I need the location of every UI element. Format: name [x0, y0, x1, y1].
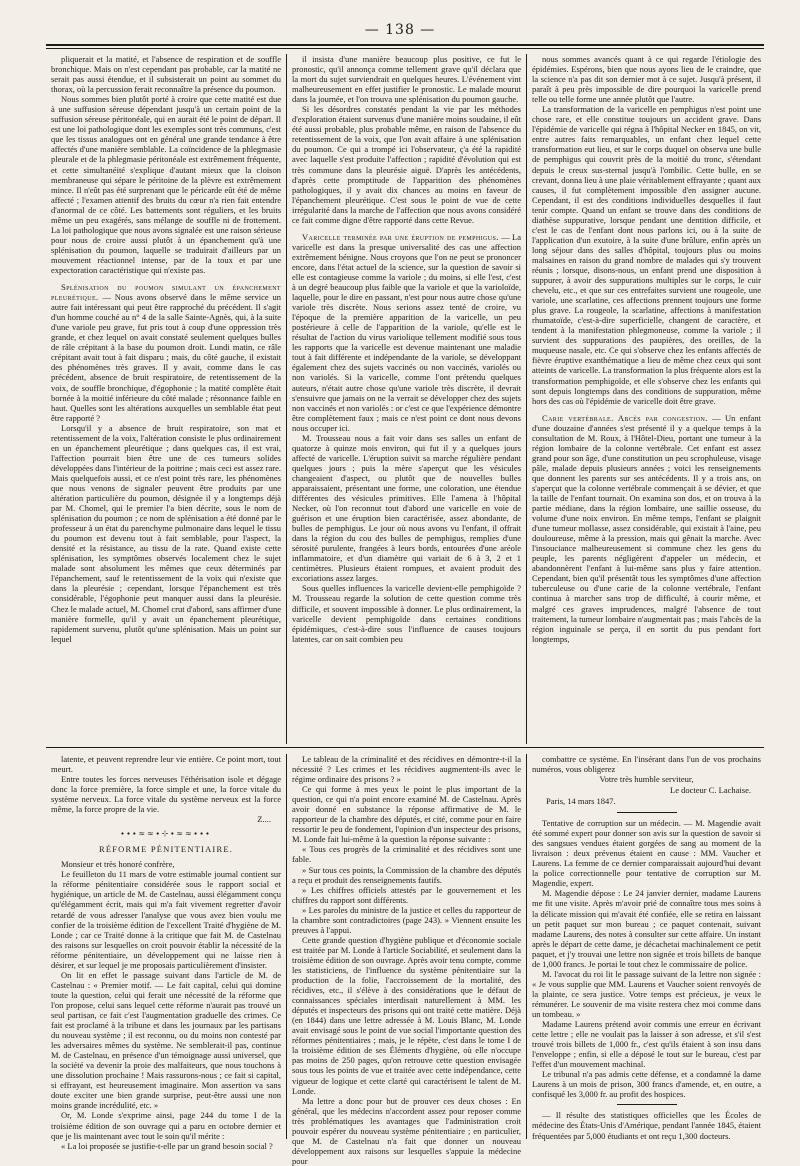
- section-heading: Carie vertébrale. Abcès par congestion.: [542, 412, 708, 423]
- signature: Le docteur C. Lachaise.: [670, 785, 751, 796]
- signature: Z....: [257, 814, 271, 825]
- paragraph: Le feuilleton du 11 mars de votre estimable journal contient sur la réforme pénitentiaire considérée sous le rapport social et hygiénique, un article de M. de Castelnau, aussi élégamment conçu qu'élégamment écrit, mais qui m'a fait vivement regretter d'avoir retardé de vous adresser l'analyse que vous avez bien voulu me confier de la troisième édition de l'excellent Traité d'hygiène de M. Londe ; car ce Traité donne à la critique que fait M. de Castelnau des raisons sur lesquelles on croit pouvoir établir la nécessité de la réforme pénitentiaire, un développement qui ne laisse rien à désirer, et sur lequel je me proposais particulièrement d'insister.: [51, 869, 281, 970]
- section-heading: RÉFORME PÉNITENTIAIRE.: [98, 844, 234, 855]
- header-rule-thin: [46, 48, 764, 49]
- paragraph: La transformation de la varicelle en pemphigus n'est point une chose rare, et elle constitue toujours un accident grave. Dans l'épidémie de varicelle qui régna à l'hôpital Necker en 1845, on vit, entre autres faits remarquables, un enfant chez lequel cette transformation eut lieu, et sur le corps duquel on observa une bulle de pemphigus qui couvrit près de la moitié du tronc, s'étendant depuis le creux sus-sternal jusqu'à l'ombilic. Cette bulle, en se crevant, donna lieu à une plaie véritablement effrayante ; quant aux causes, il fut complètement impossible d'en assigner aucune. Cependant, il est des conditions individuelles desquelles il faut tenir compte. Quand un enfant se trouve dans des conditions de diathèse suppurative, lorsque pendant une dentition difficile, et c'est le cas de l'enfant dont nous parlons ici, ou à la suite de l'application d'un exutoire, à la suite d'une brûlure, enfin après un long séjour dans des salles d'hôpital, toujours plus ou moins malsaines en raison du grand nombre de malades qui s'y trouvent réunis ; lorsque, disons-nous, un enfant prend une disposition à suppurer, à avoir des suppurations multiples sur le corps, le cuir chevelu, etc., et que sur ces entrefaites survient une rougeole, une variole, une scarlatine, ces affections prennent toujours une forme plus grave. La rougeole, la scarlatine, affections à manifestation rhumatoïde, c'est-à-dire superficielle, changent de caractère, et tendent à la manifestation phlegmoneuse, comme la variole ; il survient des suppurations des paupières, des oreilles, de la muqueuse nasale, etc. Ce qui s'observe chez les enfants affectés de fièvre éruptive exanthématique a lieu de même chez ceux qui sont atteints de varicelle. La transformation la plus fréquente alors est la transformation pemphigoïde, et elle s'observe chez les enfants qui sont depuis longtemps dans des conditions de suppuration, même hors des cas où l'épidémie de varicelle doit être grave.: [532, 104, 762, 406]
- paragraph: » Sur tous ces points, la Commission de la chambre des députés a reçu et produit des renseignements fautifs.: [292, 864, 521, 885]
- paragraph: Entre toutes les forces nerveuses l'éthérisation isole et dégage donc la force première, la force simple et une, la force vitale du système nerveux. La force vitale du système nerveux est la force même, la force propre de la vie.: [51, 774, 281, 815]
- closing-salutation: Votre très humble serviteur,: [599, 774, 694, 785]
- paragraph: il insista d'une manière beaucoup plus positive, ce fut le pronostic, qu'il annonça comme tellement grave qu'il déclara que la mort du sujet surviendrait en quelques heures. L'événement vint malheureusement en effet justifier le pronostic. Le malade mourut dans la journée, et l'on trouva une splénisation du poumon gauche.: [292, 54, 521, 105]
- section-paragraph: Carie vertébrale. Abcès par congestion. — Un enfant d'une douzaine d'années s'est présenté il y a quelque temps à la consultation de M. Roux, à l'Hôtel-Dieu, portant une tumeur à la région lombaire de la colonne vertébrale. Cet enfant est assez grand pour son âge, d'une constitution un peu scrophuleuse, visage pâle, malade depuis plusieurs années ; voici les renseignements que donnent les parents sur ses antécédents. Il y a trois ans, on s'aperçut que la colonne vertébrale commençait à se dévier, et que la taille de l'enfant tournait. On examina son dos, et on trouva à la partie médiane, dans la région lombaire, une saillie osseuse, du volume d'une noix environ. En même temps, l'enfant se plaignit d'une tumeur mollasse, assez considérable, qui existait à l'aine, peu douloureuse, même à la pression, mais qui gênait la marche. Avec l'insouciance malheureusement si commune chez les gens du peuple, les parents négligèrent d'appeler un médecin, et abandonnèrent l'enfant à lui-même sans plus y faire attention. Cependant, bien qu'il présentât tous les symptômes d'une affection tuberculeuse ou d'une carie de la colonne vertébrale, l'enfant continua à marcher sans trop de difficulté, à courir même, et malgré ces graves imprudences, malgré l'absence de tout traitement, la tumeur lombaire n'augmentait pas ; mais l'abcès de la région inguinale se perça, il en sortit du pus pendant fort longtemps,: [532, 412, 761, 644]
- section-paragraph: Varicelle terminée par une éruption de pemphigus. — La varicelle est dans la presque universalité des cas une affection extrêmement bénigne. Nous croyons que l'on ne peut se prononcer encore, dans l'état actuel de la science, sur la question de savoir si elle est contagieuse comme la variole ; du moins, si elle l'est, c'est à un degré beaucoup plus faible que la variole et que la varioloïde, laquelle, pour le dire en passant, n'est pour nous autre chose qu'une variole très discrète. Nous serions assez tenté de croire, vu l'époque de la première apparition de la varicelle, un peu postérieure à celle de l'apparition de la variole, qu'elle est le résultat de l'action du virus variolique tellement modifié sous tous les rapports que la varicelle est devenue maintenant une maladie tout à fait différente et indépendante de la variole, se développant également chez des sujets vaccinés ou non vaccinés, variolés ou non variolés. Si la varicelle, comme l'ont prétendu quelques auteurs, n'était autre chose qu'une variole très discrète, il devrait s'ensuivre que jamais on ne la verrait se développer chez des sujets non vaccinés et non variolés : or c'est ce que l'expérience démontre être complètement faux ; mais ce n'est point ce dont nous devons nous occuper ici.: [292, 231, 522, 433]
- short-divider: [617, 1104, 677, 1105]
- paragraph: — Il résulte des statistiques officielles que les Écoles de médecine des États-Unis d'Amérique, pendant l'année 1845, étaient fréquentées par 5,000 étudiants et ont reçu 1,300 docteurs.: [532, 1110, 761, 1141]
- article-columns: [46, 54, 766, 744]
- paragraph: Ma lettre a donc pour but de prouver ces deux choses : En général, que les médecins n'accordent assez pour reposer comme très problématiques les avantages que l'administration croit pouvoir espérer du nouveau système pénitentiaire ; en particulier, que M. de Castelnau n'a fait que donner un nouveau développement aux raisons sur lesquelles s'appuie la médecine pour: [292, 1095, 521, 1166]
- paragraph: Or, M. Londe s'exprime ainsi, page 244 du tome I de la troisième édition de son ouvrage qui a paru en octobre dernier et que je lis maintenant avec tout le soin qu'il mérite :: [51, 1110, 281, 1141]
- paragraph: Cette grande question d'hygiène publique et d'économie sociale est traitée par M. Londe à l'article Sociabilité, et seulement dans la troisième édition de son ouvrage. Après avoir tenu compte, comme les statisticiens, de l'influence du système pénitentiaire sur la production de la folie, l'accroissement de la mortalité, des récidives, etc., il s'élève à des considérations que le défaut de connaissances spéciales interdisait naturellement à MM. les députés et inspecteurs des prisons qui ont traité cette matière. Déjà (en 1844) dans une lettre adressée à M. Louis Blanc, M. Londe avait envisagé sous le point de vue social l'importante question des réformes pénitentiaires ; mais, je le répète, c'est dans le tome I de la troisième édition de ses Éléments d'hygiène, où elle n'occupe pas moins de 250 pages, qu'on retrouve cette question envisagée sous tous les points de vue et traitée avec cette indépendance, cette vigueur de logique et cette clarté qui caractérisent le talent de M. Londe.: [292, 934, 521, 1096]
- paragraph: Ce qui forme à mes yeux le point le plus important de la question, ce qui n'a point encore examiné M. de Castelnau. Après avoir donné en substance la réponse affirmative de M. le rapporteur de la chambre des députés, et cité, comme pour en faire ressortir le peu de fondement, l'opinion d'un inspecteur des prisons, M. Londe fait lui-même à la question la réponse suivante :: [292, 784, 521, 845]
- paragraph: M. l'avocat du roi lit le passage suivant de la lettre non signée : « Je vous supplie que MM. Laurens et Vaucher soient renvoyés de la plainte, ce sera justice. Votre temps est précieux, je veux le rémunérer. Le souvenir de ma visite restera chez moi comme dans un tombeau. »: [532, 968, 761, 1019]
- column-4: [46, 754, 286, 1151]
- paragraph: Tentative de corruption sur un médecin. — M. Magendie avait été sommé expert pour donner son avis sur la question de savoir si des sangsues vendues étaient gorgées de sang au moment de la livraison : deux prévenus étaient en cause : MM. Vaucher et Laurens. La femme de ce dernier comparaissait aujourd'hui devant la police correctionnelle pour tentative de corruption sur M. Magendie, expert.: [532, 818, 761, 889]
- dateline: Paris, 14 mars 1847.: [546, 796, 616, 807]
- paragraph: Sous quelles influences la varicelle devient-elle pemphigoïde ? M. Trousseau regarde la solution de cette question comme très difficile, et souvent impossible à donner. Le plus ordinairement, la varicelle devient pemphigoïde dans certaines conditions épidémiques, c'est-à-dire sous l'influence de causes toujours latentes, car on sait combien peu: [292, 583, 521, 644]
- paragraph: pliquerait et la matité, et l'absence de respiration et de souffle bronchique. Mais on n'est cependant pas probable, car la matité ne serait pas aussi étendue, et il subsisterait un point au sommet du thorax, où la percussion ferait reconnaître la présence du poumon.: [51, 54, 281, 95]
- ornament-divider: ∙∙∙≈≈∙⊹∙≈≈∙∙∙: [120, 829, 212, 839]
- short-divider: [617, 812, 677, 813]
- paragraph: Le tribunal n'a pas admis cette défense, et a condamné la dame Laurens à un mois de prison, 300 francs d'amende, et, en outre, a confisqué les 3,000 fr. au profit des hospices.: [532, 1069, 761, 1100]
- feuilleton-rule: [46, 747, 764, 748]
- paragraph: nous sommes avancés quant à ce qui regarde l'étiologie des épidémies. Espérons, bien que nous ayons lieu de le craindre, que la science n'a pas dit son dernier mot à ce sujet. Jusqu'à présent, il paraît à peu près impossible de dire pourquoi la varicelle prend telle ou telle forme une année plutôt que l'autre.: [532, 54, 761, 105]
- paragraph: Si les désordres constatés pendant la vie par les méthodes d'exploration étaient survenus d'une manière moins soudaine, il eût été aussi probable, plus probable même, en raison de l'absence du retentissement de la voix, que l'on avait affaire à une splénisation du poumon. Ce qui a trompé ici l'observateur, ç'a été la rapidité avec laquelle s'est produite l'affection ; rapidité d'évolution qui est très commune dans la pleurésie aiguë. D'après les antécédents, d'après cette promptitude de l'apparition des phénomènes pathologiques, il y avait dix chances au moins en faveur de l'épanchement pleurétique. C'est sous le point de vue de cette irrégularité dans la marche de l'affection que nous avons considéré ce fait comme digne d'être rapporté dans cette Revue.: [292, 104, 521, 225]
- paragraph: M. Trousseau nous a fait voir dans ses salles un enfant de quatorze à quinze mois environ, qui fut il y a quelques jours affecté de varicelle. L'éruption suivit sa marche régulière pendant quelques jours ; puis la mère s'aperçut que les vésicules changeaient d'aspect, ou plutôt que de nouvelles bulles apparaissaient, présentant une forme, une coloration, une étendue différentes des vésicules primitives. Elle l'amena à l'hôpital Necker, où l'on reconnut tout d'abord une varicelle en voie de guérison et une éruption bien caractérisée, assez abondante, de bulles de pemphigus. Le jour où nous avons vu l'enfant, il offrait dans la région du cou des bulles de pemphigus, remplies d'une sérosité purulente, frangées à leurs bords, entourées d'une aréole inflammatoire, et d'un diamètre qui variait de 6 à 3, 2 et 1 centimètres. Plusieurs étaient rompues, et avaient produit des excoriations assez larges.: [292, 432, 521, 584]
- column-5: [286, 754, 526, 1166]
- paragraph: » Les paroles du ministre de la justice et celles du rapporteur de la chambre sont contradictoires (page 243). » Viennent ensuite les preuves à l'appui.: [292, 904, 521, 935]
- section-heading: Varicelle terminée par une éruption de pemphigus.: [302, 231, 499, 242]
- paragraph: M. Magendie dépose : Le 24 janvier dernier, madame Laurens me fit une visite. Après m'avoir prié de connaître tous mes soins à la délicate mission qui m'avait été confiée, elle se retira en laissant un petit paquet sur mon bureau ; ce paquet contenait, suivant madame Laurens, des notes à consulter sur cette affaire. Un instant après le départ de cette dame, je décachetai machinalement ce petit paquet, et j'y trouvai une lettre non signée et trois billets de banque de 1,000 francs. Je portai le tout chez le commissaire de police.: [532, 888, 761, 969]
- paragraph: « La loi proposée se justifie-t-elle par un grand besoin social ?: [61, 1140, 273, 1151]
- header-rule: [46, 44, 764, 46]
- paragraph: Lorsqu'il y a absence de bruit respiratoire, son mat et retentissement de la voix, l'altération consiste le plus ordinairement en un épanchement pleurétique ; dans quelques cas, il est vrai, l'affection pourrait bien être une de ces tumeurs solides développées dans l'intérieur de la poitrine ; mais ceci est assez rare. Mais quelquefois aussi, et ce n'est point très rare, les phénomènes que nous venons de signaler peuvent être produits par une altération particulière du poumon, désignée il y a longtemps déjà par M. Chomel, qui le premier l'a bien décrite, sous le nom de splénisation du poumon ; ce nom de splénisation a été donné par le professeur à un état du parenchyme pulmonaire dans lequel le tissu du poumon est devenu tout à fait semblable, pour l'aspect, la densité et la résistance, au tissu de la rate. Quand existe cette splénisation, les symptômes observés localement chez le sujet malade sont absolument les mêmes que ceux déterminés par l'épanchement, sauf le retentissement de la voix qui n'existe que dans la pleurésie ; cependant, lorsque l'épanchement est très considérable, l'égophonie peut manquer aussi dans la pleurésie. Chez le malade actuel, M. Chomel crut d'abord, sans affirmer d'une manière formelle, qu'il y avait un épanchement pleurétique, rapidement survenu, plutôt qu'une splénisation. Mais un point sur lequel: [51, 422, 281, 644]
- column-3: [526, 54, 766, 744]
- column-1: [46, 54, 286, 744]
- paragraph: latente, et peuvent reprendre leur vie entière. Ce point mort, tout meurt.: [51, 754, 281, 775]
- column-2: [286, 54, 526, 744]
- section-paragraph: Splénisation du poumon simulant un épanchement pleurétique. — Nous avons observé dans le même service un autre fait intéressant qui peut être rapproché du précédent. Il s'agit d'un homme couché au n° 4 de la salle Sainte-Agnès, qui, à la suite d'une variole peu grave, fut pris tout à coup d'une oppression très grande, et chez lequel on avait constaté seulement quelques bulles de râle crépitant à la base du poumon droit. Lundi matin, ce râle crépitant avait tout à fait disparu ; mais, du côté gauche, il existait des phénomènes très graves. Il y avait, comme dans le cas précédent, absence de bruit respiratoire, de retentissement de la voix, de souffle bronchique, d'égophonie ; la matité complète était bornée à la moitié inférieure du côté malade ; résonnance faible en haut. Quelles sont les altérations auxquelles un semblable état peut être rapporté ?: [51, 282, 282, 423]
- paragraph: » Les chiffres officiels attestés par le gouvernement et les chiffres du rapport sont différents.: [292, 884, 521, 905]
- paragraph: On lit en effet le passage suivant dans l'article de M. de Castelnau : « Premier motif. — Le fait capital, celui qui domine toute la question, celui qui ferait une nécessité de la réforme que l'on propose, celui sans lequel cette réforme n'aurait pas trouvé un seul partisan, ce fait c'est l'augmentation graduelle des crimes. Ce fait est proclamé à la tribune et dans les journaux par les partisans du nouveau système ; il est reconnu, ou du moins non contesté par les adversaires mêmes du système. Ne semblerait-il pas, continue M. de Castelnau, en présence d'un témoignage aussi universel, que la société va devenir la proie des malfaiteurs, que nous touchons à une dissolution prochaine ! Mais rassurons-nous ; ce fait si capital, si effrayant, est heureusement imaginaire. Mon assertion va sans doute exciter une bien grande surprise, peut-être aussi une non moins grande incrédulité, etc. »: [51, 969, 281, 1111]
- paragraph: « Tous ces progrès de la criminalité et des récidives sont une fable.: [292, 844, 521, 865]
- paragraph: Madame Laurens prétend avoir commis une erreur en écrivant cette lettre ; elle ne voulait pas la laisser à son adresse, et s'il s'est trouvé trois billets de 1,000 fr., c'est qu'ils étaient à son insu dans l'enveloppe ; enfin, si elle a déposé le tout sur le bureau, c'est par l'effet d'un mouvement machinal.: [532, 1019, 761, 1070]
- paragraph: Nous sommes bien plutôt porté à croire que cette matité est due à une suffusion séreuse dépendant jusqu'à un certain point de la suffusion séreuse péritonéale, qui en aurait été le point de départ. Il est une loi pathologique dont les exemples sont très communs, c'est que les tissus analogues ont en général une grande tendance à être affectés d'une manière semblable. La coïncidence de la phlegmasie pleurale et de la phlegmasie péritonéale est extrêmement fréquente, et cette simultanéité s'explique d'autant mieux que la cloison membraneuse qui sépare le péritoine de la plèvre est extrêmement mince. Il n'eût pas été surprenant que le péricarde eût été de même affecté ; l'examen attentif des bruits du cœur n'a rien fait entendre d'anormal de ce côté. Les battements sont réguliers, et les bruits même un peu exagérés, sans mélange de souffle ni de frottement. La loi pathologique que nous avons signalée est une raison sérieuse pour nous de croire aussi plutôt à un épanchement qu'à une splénisation du poumon, laquelle se traduirait d'ailleurs par un mouvement réactionnel intense, par de la toux et par une expectoration caractéristique qui n'existe pas.: [51, 94, 281, 275]
- section-heading: Splénisation du poumon simulant un épanchement pleurétique.: [51, 282, 281, 303]
- paragraph: combattre ce système. En l'insérant dans l'un de vos prochains numéros, vous obligerez: [532, 754, 761, 775]
- paragraph: Monsieur et très honoré confrère,: [61, 859, 175, 870]
- feuilleton-columns: [46, 754, 766, 1166]
- page-number: — 138 —: [364, 22, 436, 38]
- column-6: [526, 754, 766, 1139]
- paragraph: Le tableau de la criminalité et des récidives en démontre-t-il la nécessité ? Les crimes et les récidives augmentent-ils avec le régime ordinaire des prisons ? »: [292, 754, 521, 785]
